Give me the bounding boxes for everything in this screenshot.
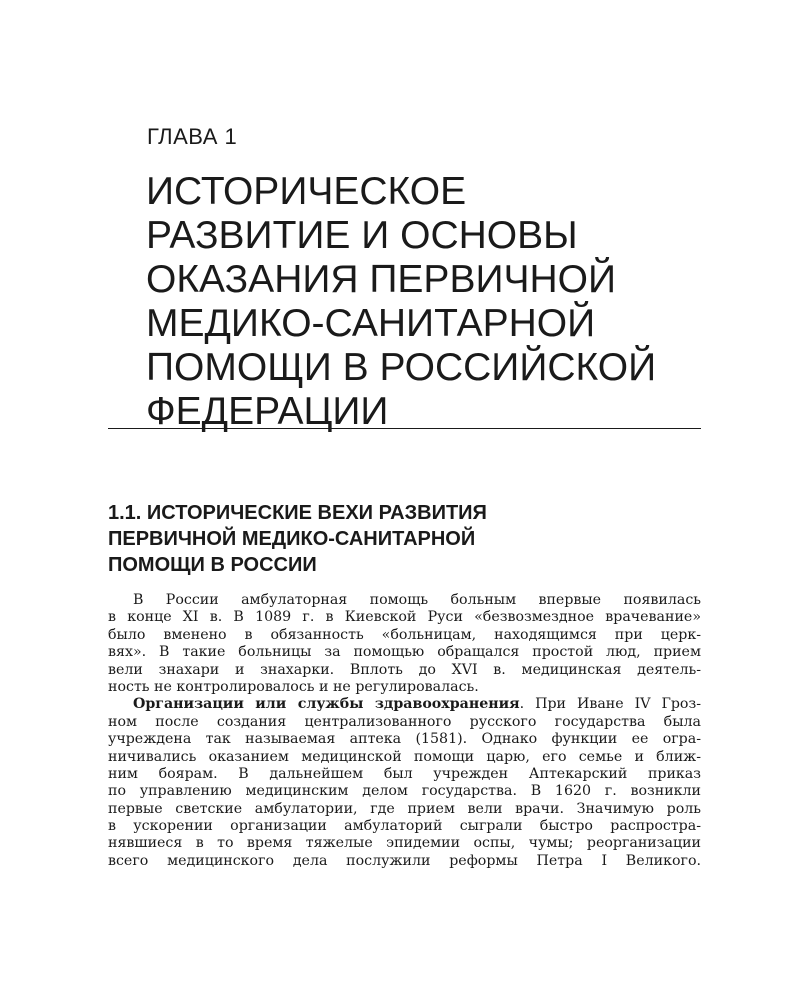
text-line: ничивались оказанием медицинской помощи царю, его семье и ближ- [108, 748, 701, 765]
chapter-title-line: МЕДИКО-САНИТАРНОЙ [146, 302, 596, 345]
section-title-line: ПЕРВИЧНОЙ МЕДИКО-САНИТАРНОЙ [108, 528, 476, 550]
chapter-title-line: ФЕДЕРАЦИИ [146, 390, 389, 433]
chapter-label: ГЛАВА 1 [147, 124, 238, 149]
text-line: вели знахари и знахарки. Вплоть до XVI в. медицинская деятель- [108, 661, 701, 678]
text-line: ним боярам. В дальнейшем был учрежден Аптекарский приказ [108, 765, 701, 782]
text-line: ность не контролировалось и не регулировалась. [108, 678, 479, 695]
text-line: всего медицинского дела послужили реформы Петра I Великого. [108, 852, 701, 869]
text-line: учреждена так называемая аптека (1581). Однако функции ее огра- [108, 731, 701, 748]
chapter-title-line: ИСТОРИЧЕСКОЕ [146, 170, 467, 213]
text-line: в конце XI в. В 1089 г. в Киевской Руси «безвозмездное врачевание» [108, 609, 701, 626]
paragraph-1 [108, 592, 701, 696]
text-line: ном после создания централизованного русского государства была [108, 713, 701, 730]
paragraph-2 [108, 696, 701, 870]
bold-lead-term: Организации или службы здравоохранения [133, 696, 520, 713]
text-line: В России амбулаторная помощь больным впервые появилась [133, 592, 701, 608]
chapter-title-line: РАЗВИТИЕ И ОСНОВЫ [146, 214, 578, 257]
chapter-title-line: ОКАЗАНИЯ ПЕРВИЧНОЙ [146, 258, 617, 301]
body-text [108, 592, 701, 870]
section-title-line: ПОМОЩИ В РОССИИ [108, 554, 317, 576]
text-line: первые светские амбулатории, где прием вели врачи. Значимую роль [108, 800, 701, 817]
section-title [108, 500, 708, 578]
chapter-title [146, 170, 746, 434]
text-line: по управлению медицинским делом государства. В 1620 г. возникли [108, 783, 701, 800]
text-line [108, 696, 701, 713]
text-line: в ускорении организации амбулаторий сыграли быстро распростра- [108, 818, 701, 835]
text-line: нявшиеся в то время тяжелые эпидемии оспы, чумы; реорганизации [108, 835, 701, 852]
text-line: вях». В такие больницы за помощью обращался простой люд, прием [108, 644, 701, 661]
chapter-title-divider [108, 428, 701, 429]
section-title-line: 1.1. ИСТОРИЧЕСКИЕ ВЕХИ РАЗВИТИЯ [108, 502, 487, 524]
text-line: было вменено в обязанность «больницам, находящимся при церк- [108, 626, 701, 643]
chapter-title-line: ПОМОЩИ В РОССИЙСКОЙ [146, 346, 657, 389]
text-fragment: . При Иване IV Гроз- [519, 696, 701, 713]
